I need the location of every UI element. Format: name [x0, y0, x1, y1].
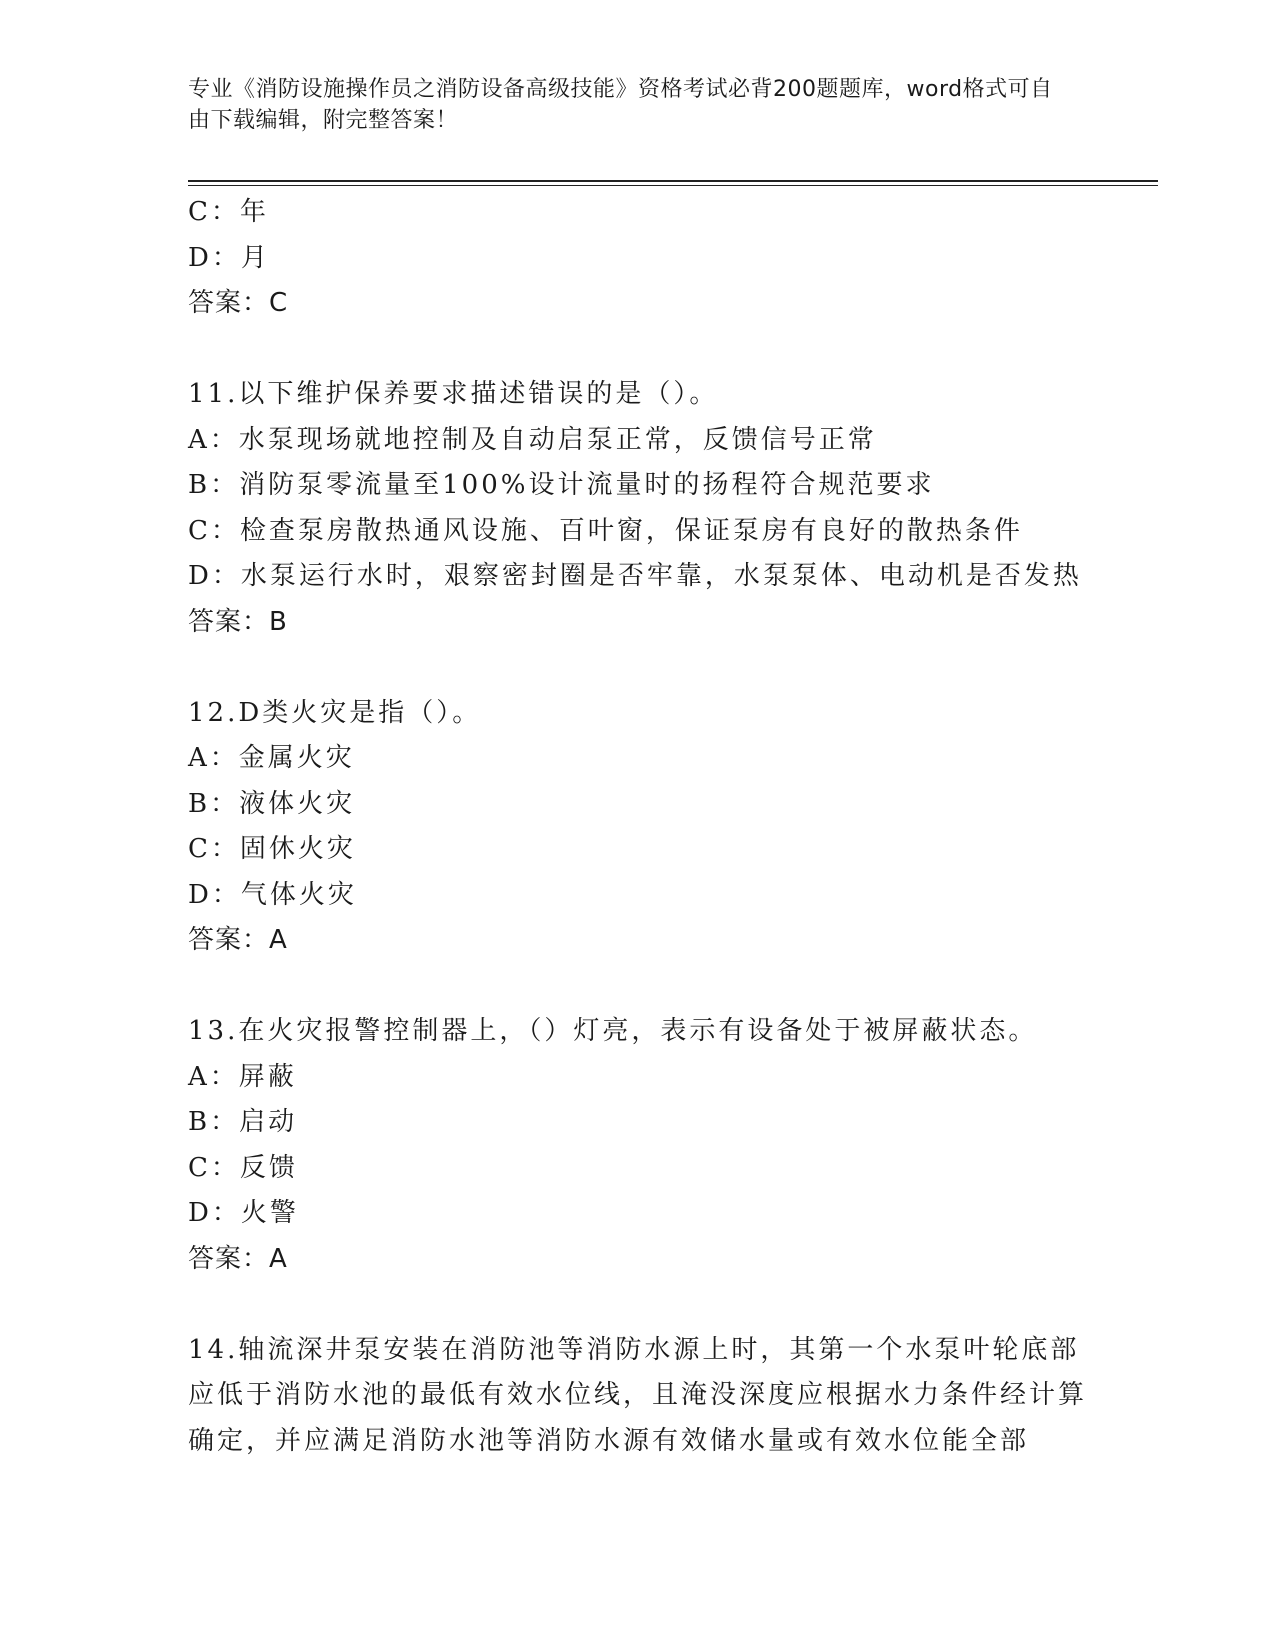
document-header: 专业《消防设施操作员之消防设备高级技能》资格考试必背200题题库，word格式可自由下载编辑，附完整答案！: [188, 77, 1053, 133]
q12-option-b: B：液体火灾: [188, 788, 356, 819]
q12-answer: 答案：A: [188, 925, 288, 955]
question-list: [188, 190, 1148, 1464]
q11-option-a: A：水泵现场就地控制及自动启泵正常，反馈信号正常: [188, 424, 877, 455]
q11-option-d: D：水泵运行水时，艰察密封圈是否牢靠，水泵泵体、电动机是否发热: [188, 561, 1082, 591]
q13-option-a: A：屏蔽: [188, 1061, 297, 1092]
q11-option-b: B：消防泵零流量至100%设计流量时的扬程符合规范要求: [188, 470, 935, 500]
q12-question: 12.D类火灾是指（）。: [188, 697, 482, 728]
q10-answer: 答案：C: [188, 288, 289, 318]
q13-option-c: C：反馈: [188, 1152, 298, 1183]
q13-question: 13.在火灾报警控制器上，（）灯亮，表示有设备处于被屏蔽状态。: [188, 1016, 1038, 1046]
q10-option-c: C：年: [188, 197, 269, 227]
q12-option-a: A：金属火灾: [188, 743, 355, 773]
header-divider-thin: [188, 185, 1158, 186]
q13-option-d: D：火警: [188, 1198, 299, 1228]
q12-option-c: C：固休火灾: [188, 834, 356, 864]
q13-answer: 答案：A: [188, 1243, 288, 1274]
q11-option-c: C：检查泵房散热通风设施、百叶窗，保证泵房有良好的散热条件: [188, 515, 1023, 546]
q11-answer: 答案：B: [188, 606, 288, 637]
q13-option-b: B：启动: [188, 1107, 298, 1137]
q12-option-d: D：气体火灾: [188, 879, 357, 910]
q10-option-d: D：月: [188, 242, 270, 273]
q11-question: 11.以下维护保养要求描述错误的是（）。: [188, 379, 719, 409]
q14-question: 14.轴流深井泵安装在消防池等消防水源上时，其第一个水泵叶轮底部应低于消防水池的最低有效水位线，且淹没深度应根据水力条件经计算确定，并应满足消防水池等消防水源有效储水量或有效水位能全部: [188, 1334, 1088, 1456]
header-divider: [188, 180, 1158, 182]
